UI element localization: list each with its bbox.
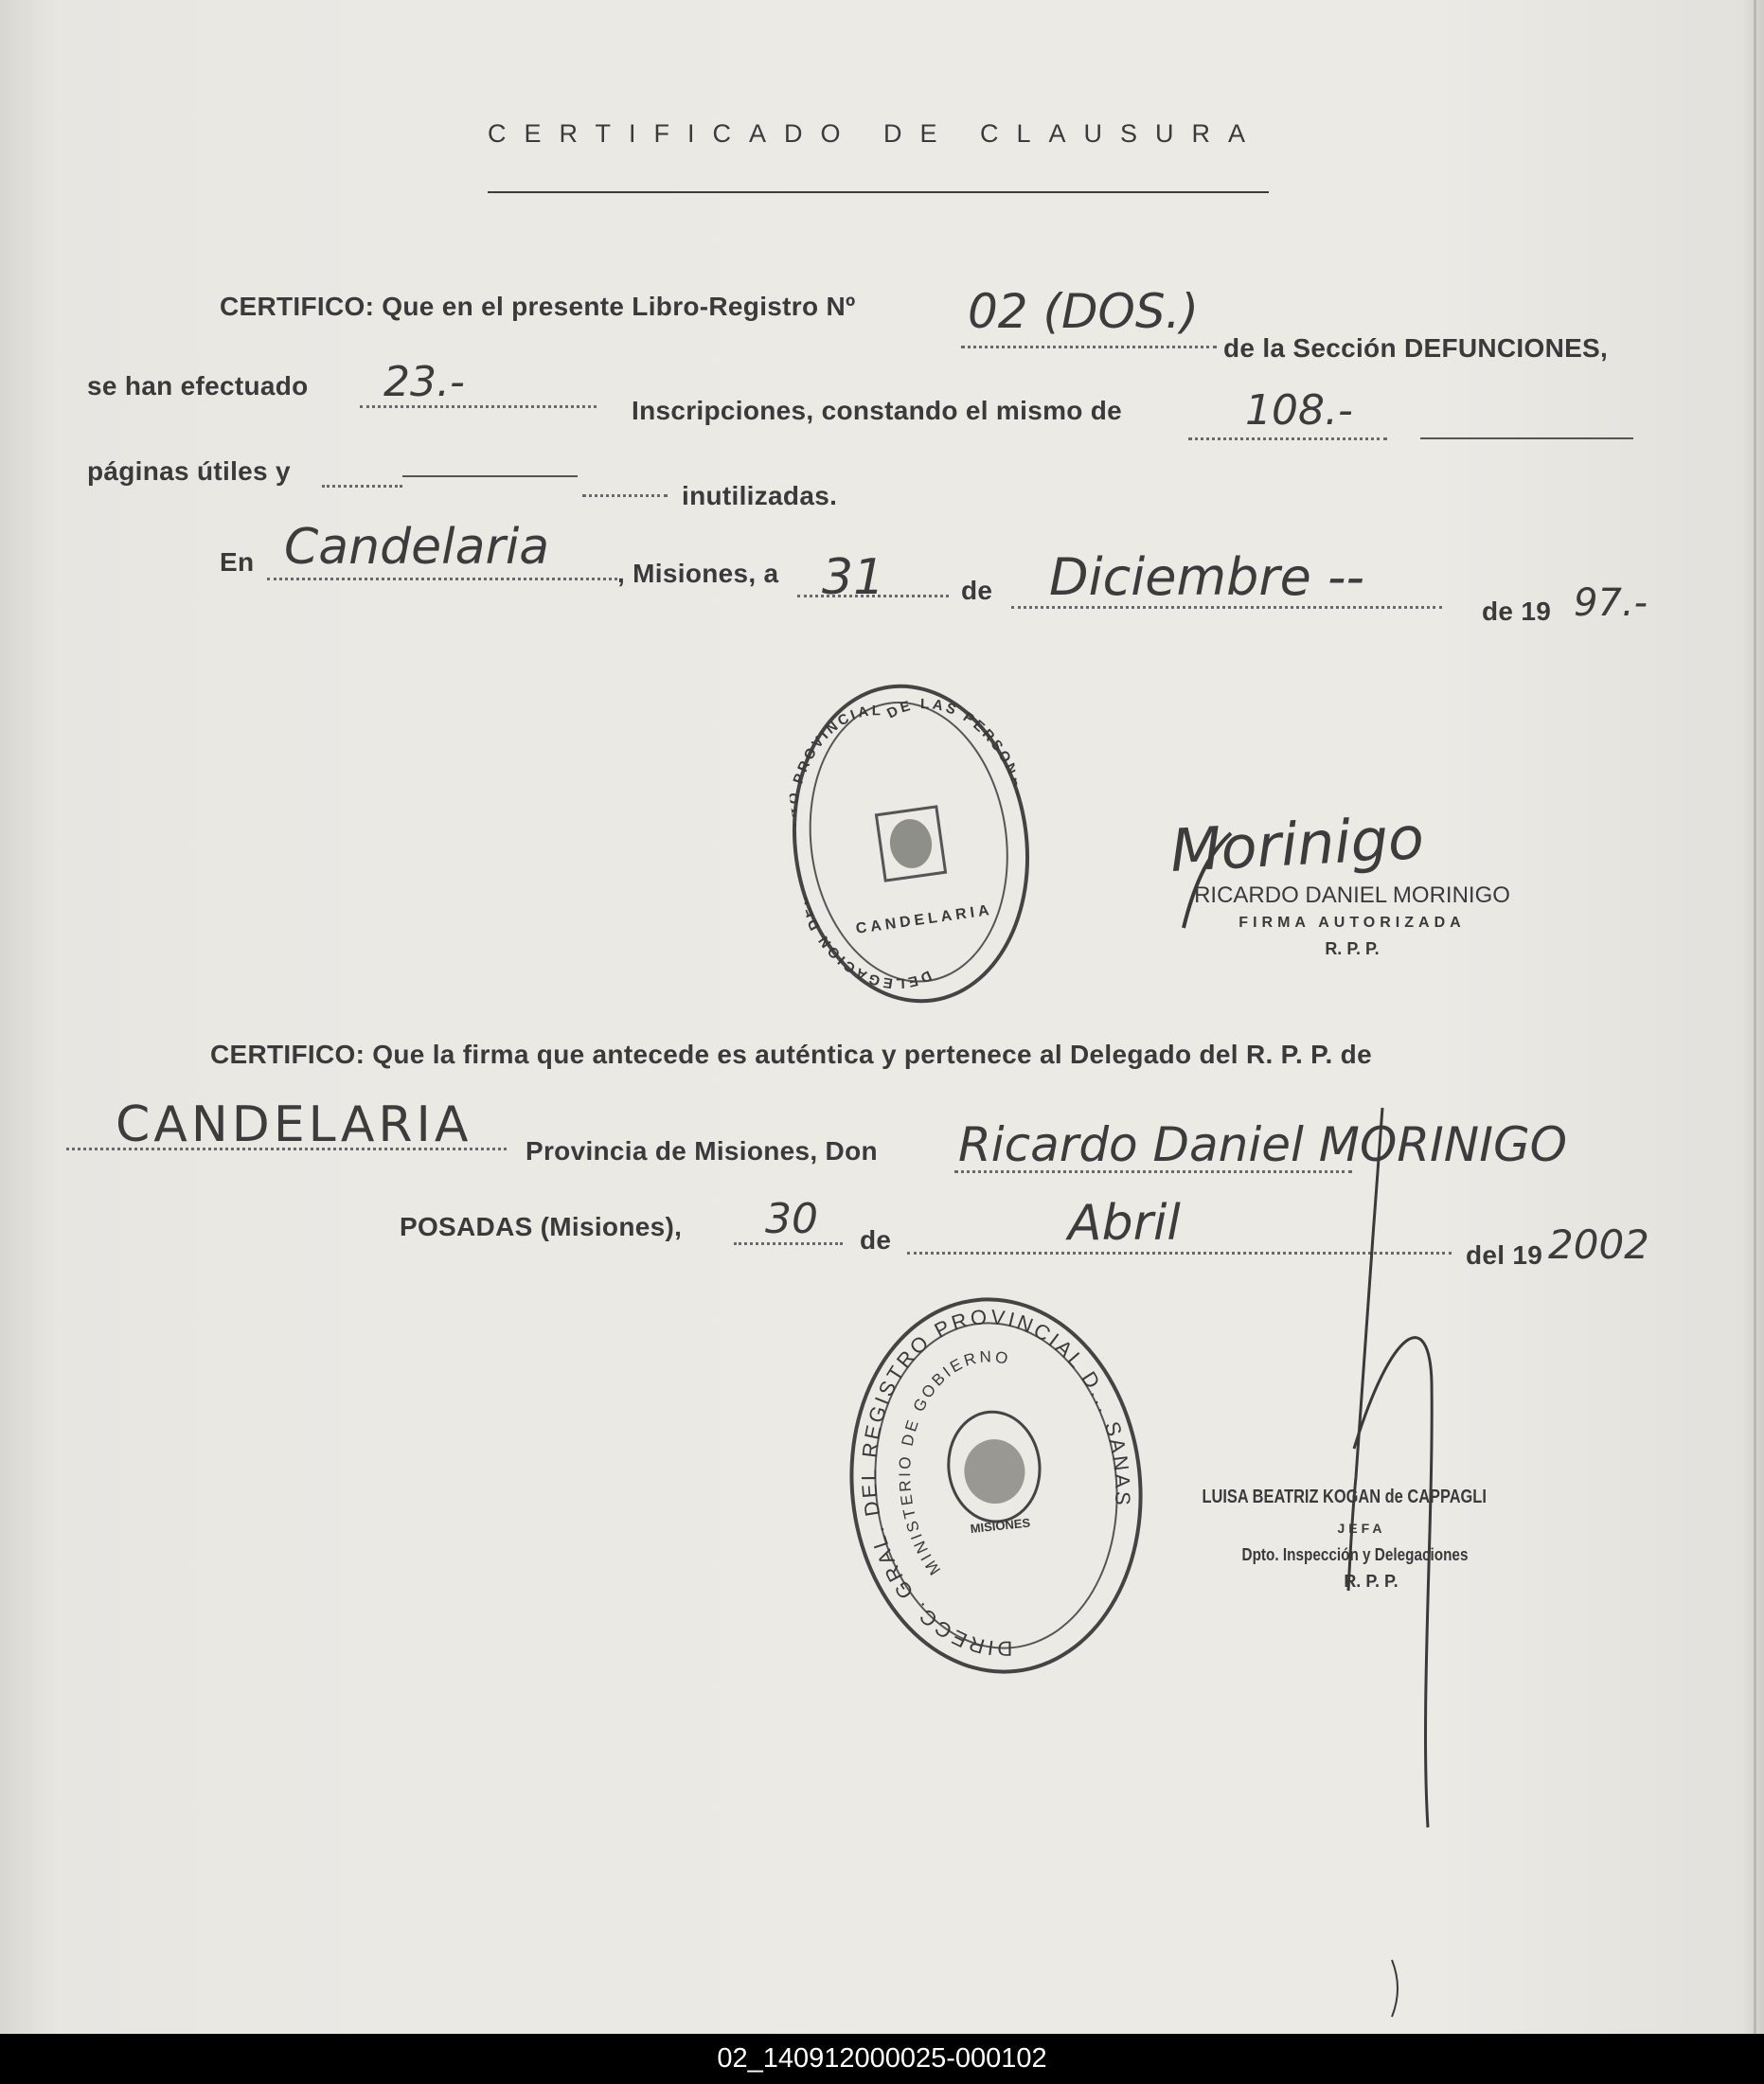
cert1-line1-start: CERTIFICO: Que en el presente Libro-Registro Nº [220,292,856,321]
province-text: , Misiones, a [617,559,779,588]
signature-1-office: R. P. P. [1325,939,1380,958]
signature-1-name: RICARDO DANIEL MORINIGO [1194,882,1510,908]
seal-2-ring-text [835,1287,1156,1683]
svg-text:DELEGACION DEL REGISTRO PROVIN: DELEGACION DEL REGISTRO PROVINCIAL DE LAS PERSONAS [782,696,1031,991]
unusable-dots-2 [582,494,668,497]
cert1-line3-end: inutilizadas. [682,481,838,510]
de-label-1: de [961,576,993,605]
year-label-2: del 19 [1466,1240,1543,1270]
month-dots [1011,606,1442,609]
footer-id-bar: 02_140912000025-000102 [0,2034,1764,2084]
year-handwritten-2: 2002 [1548,1221,1649,1268]
day-handwritten: 31 [822,549,885,606]
day-handwritten-2: 30 [765,1195,818,1243]
title-underline [488,191,1269,193]
city-label: POSADAS (Misiones), [400,1212,683,1241]
unusable-dots-1 [322,485,402,488]
signature-2-office: R. P. P. [1344,1572,1399,1591]
seal-direccion-general [831,1283,1161,1688]
signature-2-department: Dpto. Inspección y Delegaciones [1241,1545,1469,1564]
register-number-handwritten: 02 (DOS.) [968,284,1200,339]
register-number-dots [961,346,1217,348]
inscriptions-count-handwritten: 23.- [383,358,465,406]
seal-1-ring-text [776,673,1045,1014]
page-mark-stroke [1392,1960,1398,2017]
signature-1-handwritten: Morinigo [1168,803,1426,885]
month-handwritten-2: Abril [1068,1195,1181,1252]
cert1-line1-end: de la Sección DEFUNCIONES, [1223,333,1609,363]
place-handwritten: Candelaria [284,519,550,576]
cert2-line2-start: Provincia de Misiones, Don [526,1136,878,1166]
signature-2-role: JEFA [1337,1521,1386,1536]
document-title: CERTIFICADO DE CLAUSURA [488,119,1264,148]
signature-2-name: LUISA BEATRIZ KOGAN de CAPPAGLI [1202,1487,1487,1507]
cert1-line2-middle: Inscripciones, constando el mismo de [632,396,1123,425]
unusable-blank-line [402,475,578,477]
place-label: En [220,547,255,577]
delegate-name-handwritten: Ricardo Daniel MORINIGO [958,1117,1568,1172]
pages-blank-line [1420,437,1633,439]
page-edge [1754,0,1756,2034]
pages-count-handwritten: 108.- [1245,386,1353,435]
signature-2-long-stroke [1348,1108,1382,1591]
cert1-line2-start: se han efectuado [87,371,309,401]
cert1-line3-start: páginas útiles y [87,456,291,486]
delegate-dots [954,1170,1352,1173]
day-dots [797,595,949,597]
de-label-2: de [860,1225,892,1255]
locality-dots [66,1148,507,1150]
inscriptions-dots [360,405,597,408]
day-dots-2 [734,1242,843,1245]
month-dots-2 [907,1252,1452,1255]
seal-delegacion-candelaria [773,668,1050,1018]
cert2-line1: CERTIFICO: Que la firma que antecede es auténtica y pertenece al Delegado del R. P. P. de [210,1040,1372,1069]
svg-text:MINISTERIO DE GOBIERNO: MINISTERIO DE GOBIERNO [896,1347,1013,1578]
place-dots [267,578,617,580]
pages-dots [1188,437,1387,440]
year-handwritten-1: 97.- [1574,581,1648,625]
signature-1-role: FIRMA AUTORIZADA [1238,915,1466,931]
seal-1-center-text: CANDELARIA [854,901,994,937]
locality-handwritten: CANDELARIA [116,1096,472,1153]
year-label-1: de 19 [1482,597,1552,626]
svg-text:MISIONES: MISIONES [970,1515,1031,1537]
svg-text:DIRECC. GRAL. DEL REGISTRO PRO: DIRECC. GRAL. DEL REGISTRO PROVINCIAL D... SANAS [857,1304,1135,1661]
month-handwritten: Diciembre -- [1049,547,1364,607]
